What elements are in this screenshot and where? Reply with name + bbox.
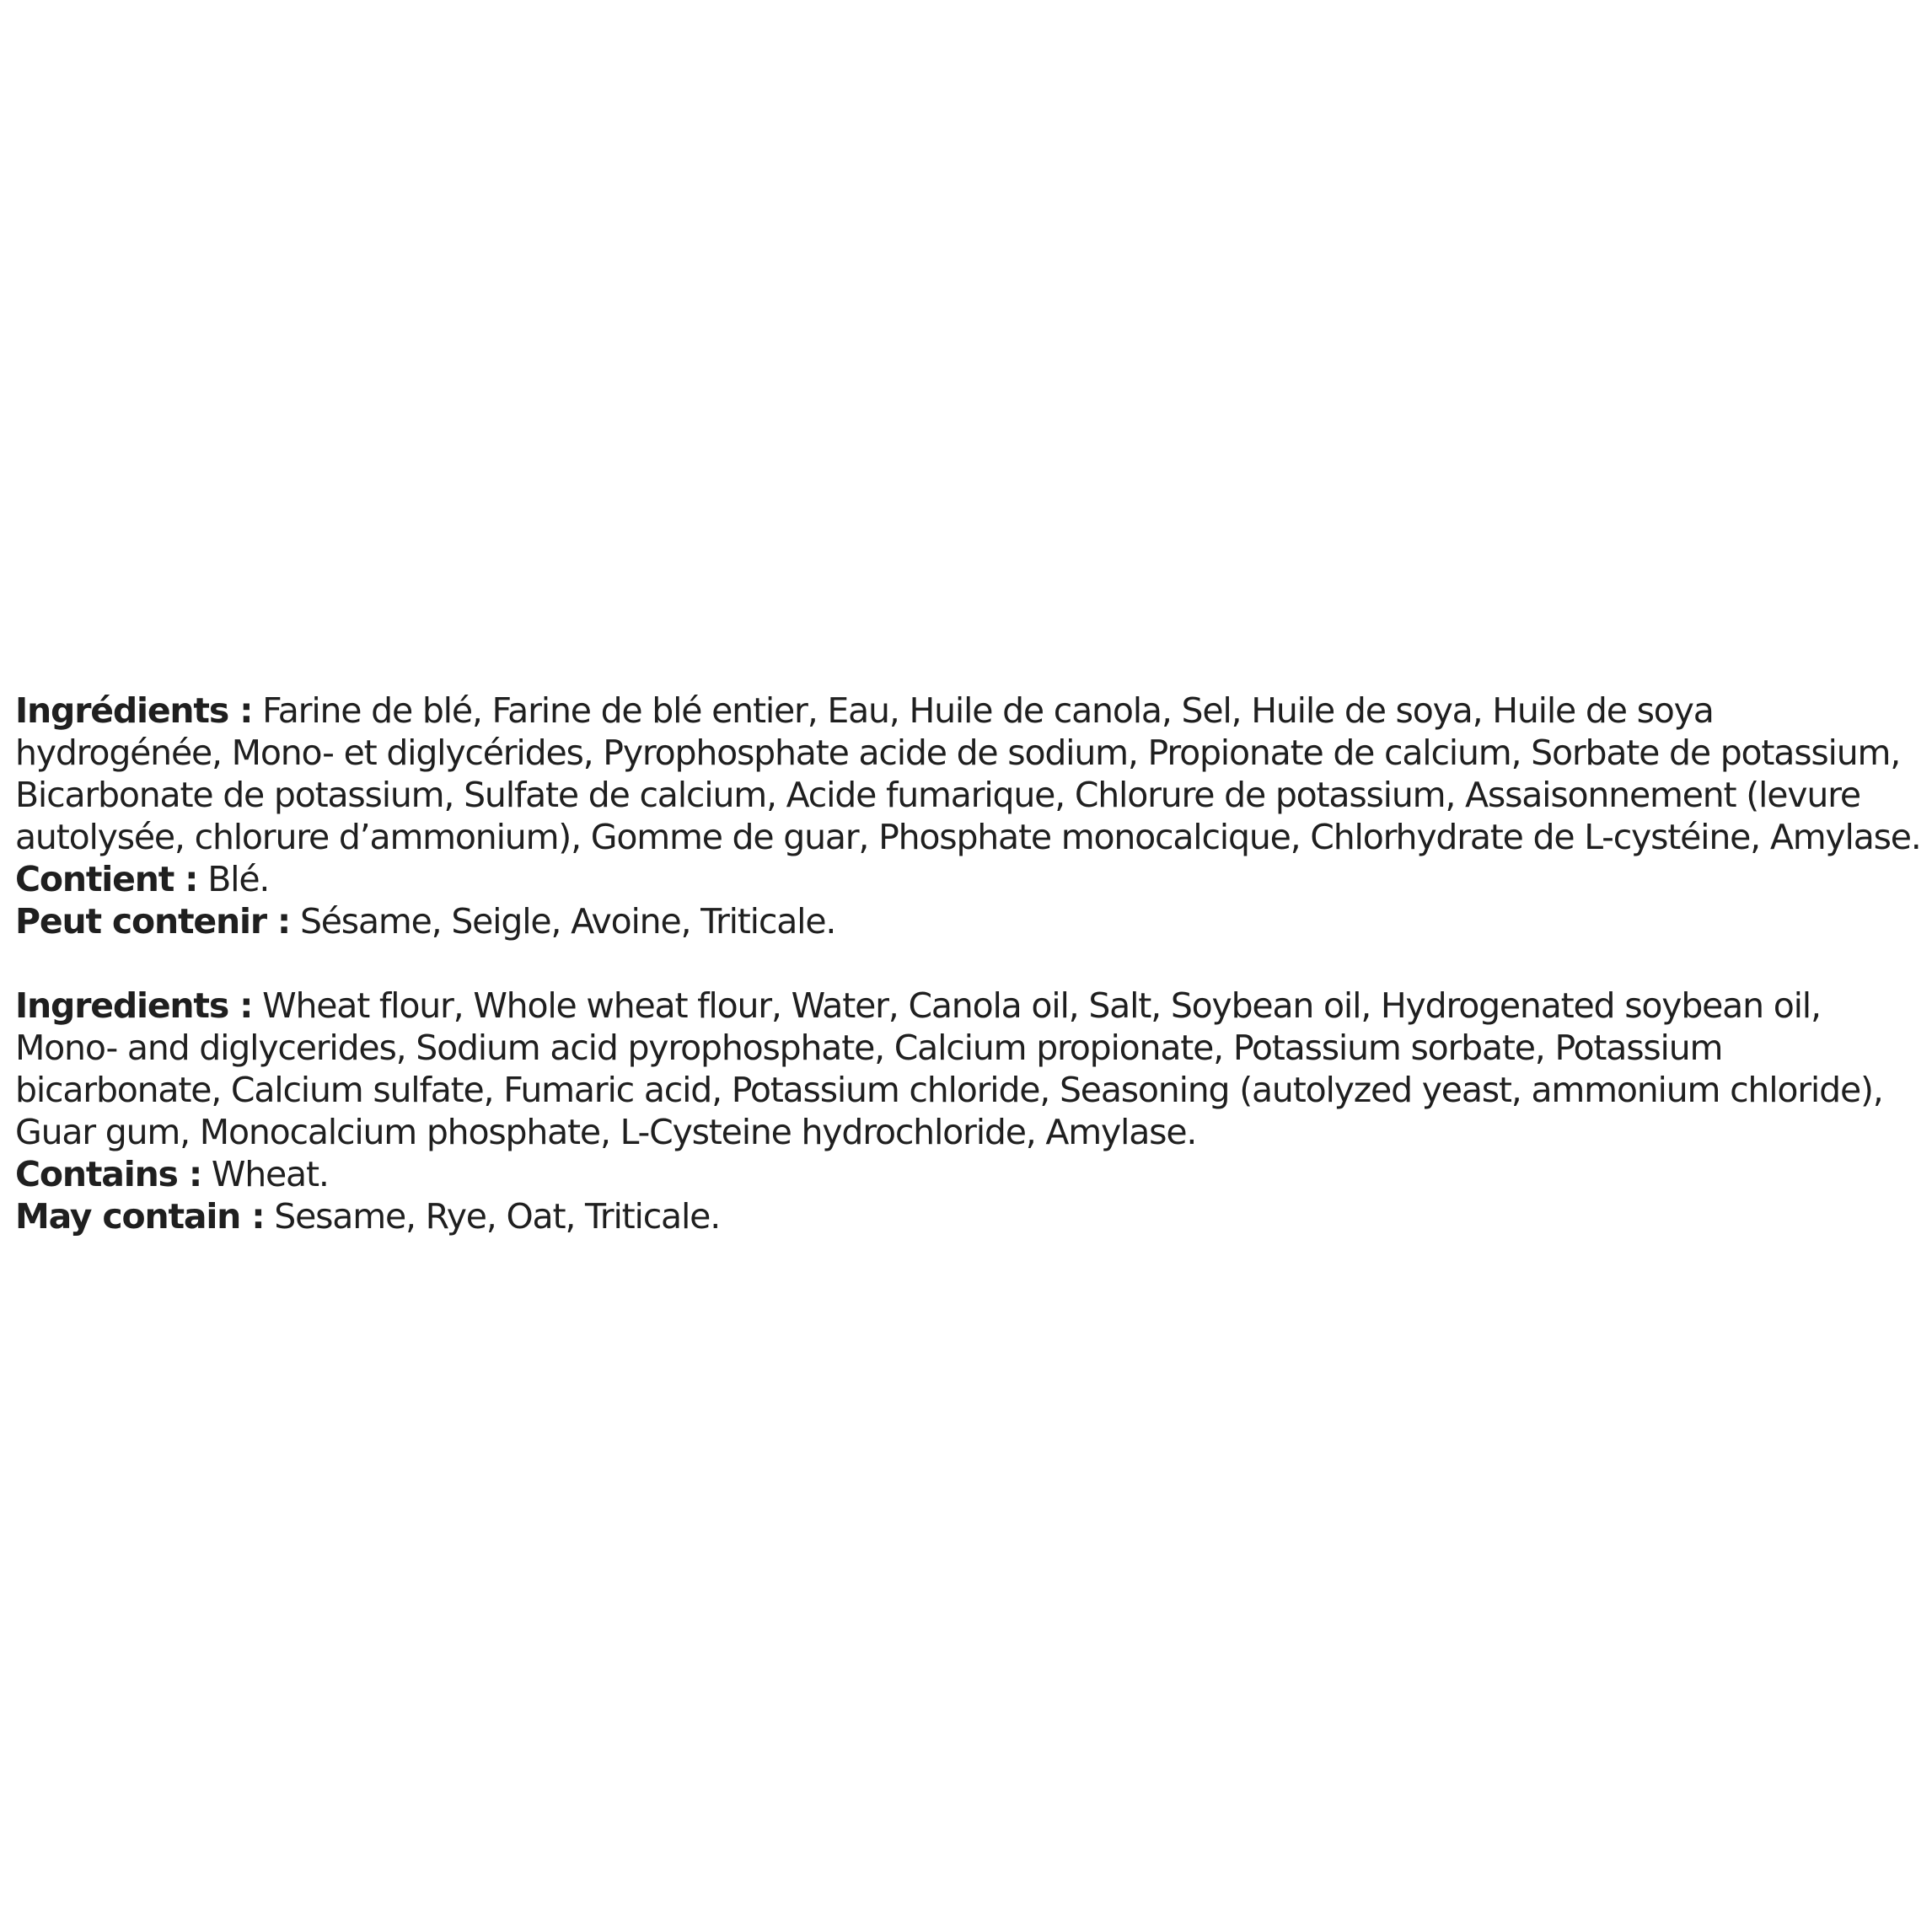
english-ingredients [15, 985, 1922, 1153]
english-contains-text: Wheat. [201, 1154, 329, 1194]
ingredient-label [15, 690, 1922, 1237]
english-contains [15, 1153, 1922, 1195]
english-may-contain-label: May contain : [15, 1196, 265, 1237]
french-may-contain [15, 900, 1922, 942]
french-ingredients [15, 690, 1922, 858]
french-ingredients-text: Farine de blé, Farine de blé entier, Eau, Huile de canola, Sel, Huile de soya, Huile de soya hydrogénée, Mono- et diglycérides, Pyrophosphate acide de sodium, Propionate de calcium, Sorbate de potassium, Bicarbonate de potassium, Sulfate de calcium, Acide fumarique, Chlorure de potassium, Assaisonnement (levure autolysée, chlorure d’ammonium), Gomme de guar, Phosphate monocalcique, Chlorhydrate de L-cystéine, Amylase. [15, 690, 1921, 857]
french-contains [15, 858, 1922, 900]
french-section [15, 690, 1922, 942]
english-may-contain-text: Sesame, Rye, Oat, Triticale. [264, 1196, 721, 1237]
french-contains-text: Blé. [197, 859, 270, 899]
french-may-contain-label: Peut contenir : [15, 901, 291, 942]
french-ingredients-label: Ingrédients : [15, 690, 253, 731]
english-contains-label: Contains : [15, 1154, 202, 1194]
english-may-contain [15, 1195, 1922, 1237]
english-ingredients-label: Ingredients : [15, 985, 253, 1026]
english-section [15, 985, 1922, 1237]
french-may-contain-text: Sésame, Seigle, Avoine, Triticale. [290, 901, 836, 942]
french-contains-label: Contient : [15, 859, 198, 899]
english-ingredients-text: Wheat flour, Whole wheat flour, Water, Canola oil, Salt, Soybean oil, Hydrogenated soybean oil, Mono- and diglycerides, Sodium acid pyrophosphate, Calcium propionate, Potassium sorbate, Potassium bicarbonate, Calcium sulfate, Fumaric acid, Potassium chloride, Seasoning (autolyzed yeast, ammonium chloride), Guar gum, Monocalcium phosphate, L-Cysteine hydrochloride, Amylase. [15, 985, 1883, 1152]
